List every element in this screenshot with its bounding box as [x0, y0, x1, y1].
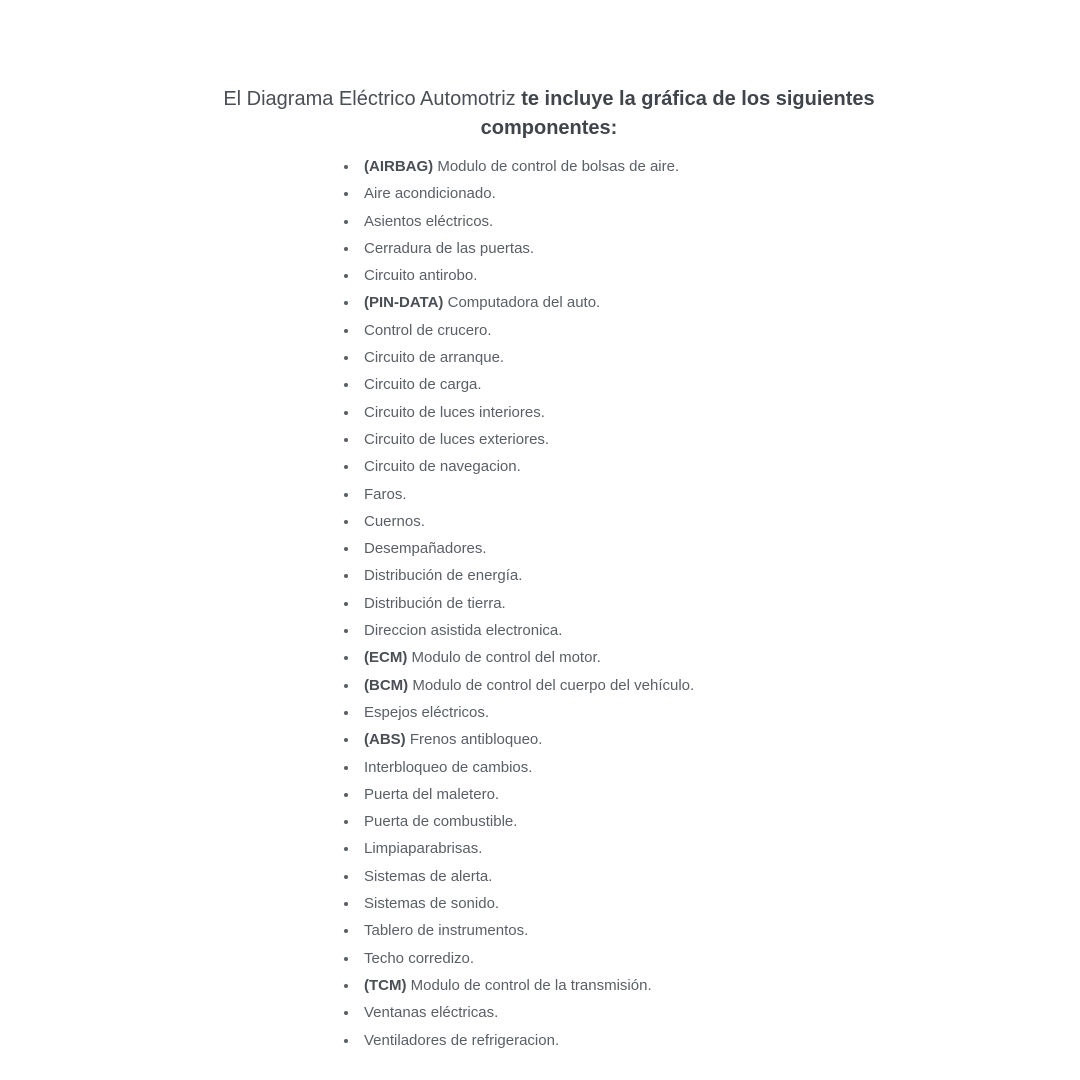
list-item [344, 453, 694, 480]
bullet-icon [344, 520, 348, 524]
list-item [344, 754, 694, 781]
bullet-icon [344, 1011, 348, 1015]
list-item [344, 562, 694, 589]
bullet-icon [344, 711, 348, 715]
bullet-icon [344, 301, 348, 305]
bullet-icon [344, 411, 348, 415]
component-text: Distribución de energía. [364, 567, 523, 585]
list-item [344, 535, 694, 562]
component-text: Techo corredizo. [364, 949, 475, 967]
bullet-icon [344, 902, 348, 906]
list-item [344, 208, 694, 235]
component-text: Circuito de luces exteriores. [364, 430, 550, 448]
component-code: (TCM) [364, 976, 407, 994]
component-text: Tablero de instrumentos. [364, 922, 529, 940]
component-text: Modulo de control de la transmisión. [410, 976, 652, 994]
bullet-icon [344, 875, 348, 879]
component-text: Cerradura de las puertas. [364, 239, 535, 257]
component-text: Sistemas de alerta. [364, 867, 493, 885]
component-text: Modulo de control de bolsas de aire. [437, 158, 680, 175]
component-code: (ABS) [364, 731, 406, 749]
bullet-icon [344, 329, 348, 333]
list-item [344, 289, 694, 316]
component-list [344, 153, 694, 1054]
bullet-icon [344, 192, 348, 196]
heading-lead: El Diagrama Eléctrico Automotriz [223, 88, 516, 110]
list-item [344, 1027, 694, 1054]
bullet-icon [344, 438, 348, 442]
component-code: (ECM) [364, 649, 408, 667]
component-text: Interbloqueo de cambios. [364, 758, 533, 776]
component-text: Control de crucero. [364, 321, 492, 339]
component-text: Desempañadores. [364, 540, 487, 558]
bullet-icon [344, 820, 348, 824]
list-item [344, 153, 694, 180]
list-item [344, 972, 694, 999]
component-text: Faros. [364, 485, 407, 503]
bullet-icon [344, 684, 348, 688]
bullet-icon [344, 356, 348, 360]
component-code: (AIRBAG) [364, 158, 434, 175]
component-text: Distribución de tierra. [364, 594, 506, 612]
list-item [344, 344, 694, 371]
component-text: Ventanas eléctricas. [364, 1004, 499, 1022]
bullet-icon [344, 629, 348, 633]
list-item [344, 808, 694, 835]
bullet-icon [344, 656, 348, 660]
heading-strong: te incluye la gráfica de los siguientes componentes: [480, 88, 875, 139]
list-item [344, 235, 694, 262]
bullet-icon [344, 602, 348, 606]
bullet-icon [344, 793, 348, 797]
bullet-icon [344, 274, 348, 278]
bullet-icon [344, 957, 348, 961]
bullet-icon [344, 247, 348, 251]
bullet-icon [344, 929, 348, 933]
list-item [344, 945, 694, 972]
component-code: (PIN-DATA) [364, 294, 444, 312]
component-text: Modulo de control del cuerpo del vehículo. [412, 676, 695, 694]
component-text: Sistemas de sonido. [364, 895, 500, 913]
heading [190, 85, 908, 143]
bullet-icon [344, 493, 348, 497]
component-text: Circuito de arranque. [364, 349, 505, 367]
component-text: Circuito de luces interiores. [364, 403, 545, 421]
component-text: Modulo de control del motor. [411, 649, 601, 667]
list-item [344, 617, 694, 644]
bullet-icon [344, 766, 348, 770]
component-text: Limpiaparabrisas. [364, 840, 483, 858]
component-text: Ventiladores de refrigeracion. [364, 1031, 560, 1049]
component-text: Circuito de carga. [364, 376, 482, 394]
component-text: Aire acondicionado. [364, 185, 496, 203]
component-text: Circuito antirobo. [364, 267, 478, 285]
component-text: Asientos eléctricos. [364, 212, 494, 230]
list-item [344, 262, 694, 289]
list-item [344, 781, 694, 808]
component-text: Computadora del auto. [447, 294, 601, 312]
component-text: Puerta de combustible. [364, 813, 518, 831]
list-item [344, 672, 694, 699]
list-item [344, 644, 694, 671]
bullet-icon [344, 547, 348, 551]
component-code: (BCM) [364, 676, 409, 694]
component-text: Frenos antibloqueo. [409, 731, 543, 749]
component-text: Direccion asistida electronica. [364, 622, 563, 640]
bullet-icon [344, 383, 348, 387]
bullet-icon [344, 220, 348, 224]
list-item [344, 726, 694, 753]
list-item [344, 590, 694, 617]
list-item [344, 317, 694, 344]
bullet-icon [344, 738, 348, 742]
list-item [344, 699, 694, 726]
list-item [344, 508, 694, 535]
component-text: Circuito de navegacion. [364, 458, 521, 476]
component-text: Puerta del maletero. [364, 785, 500, 803]
list-item [344, 399, 694, 426]
bullet-icon [344, 847, 348, 851]
list-item [344, 371, 694, 398]
list-item [344, 481, 694, 508]
bullet-icon [344, 165, 348, 169]
list-item [344, 863, 694, 890]
list-item [344, 426, 694, 453]
bullet-icon [344, 574, 348, 578]
bullet-icon [344, 1039, 348, 1043]
bullet-icon [344, 984, 348, 988]
list-item [344, 890, 694, 917]
component-text: Espejos eléctricos. [364, 703, 490, 721]
bullet-icon [344, 465, 348, 469]
list-item [344, 917, 694, 944]
component-text: Cuernos. [364, 512, 425, 530]
list-item [344, 835, 694, 862]
list-item [344, 999, 694, 1026]
list-item [344, 180, 694, 207]
